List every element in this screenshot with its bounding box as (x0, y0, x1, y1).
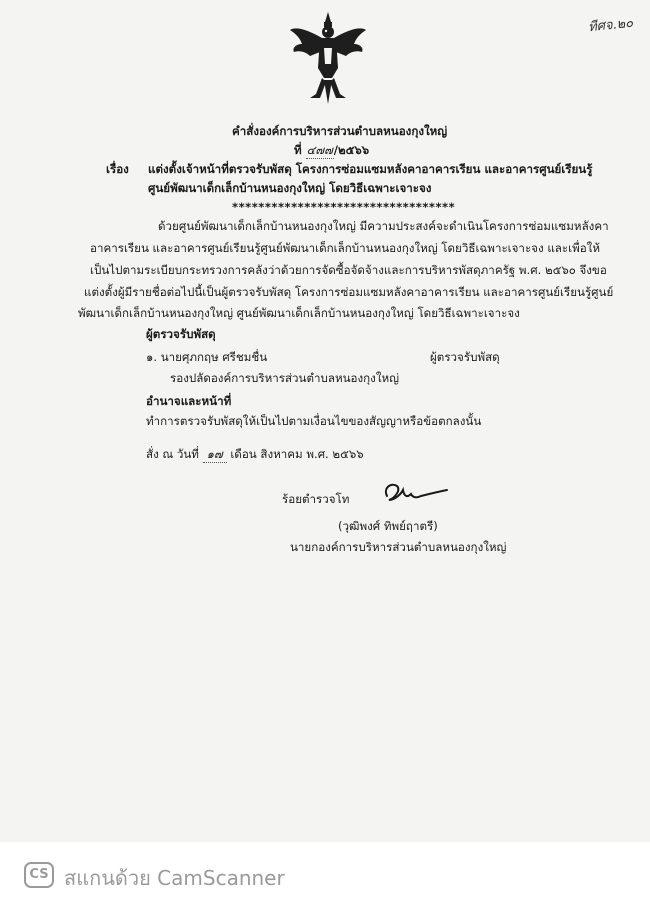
handwritten-note: ทีศจ.๒๐ (587, 15, 634, 36)
camscanner-text: สแกนด้วย CamScanner (64, 866, 285, 890)
order-title: คำสั่งองค์การบริหารส่วนตำบลหนองกุงใหญ่ (232, 124, 448, 138)
signer-rank: ร้อยตำรวจโท (282, 492, 350, 506)
inspector-role: ผู้ตรวจรับพัสดุ (430, 350, 500, 364)
order-number-suffix: /๒๕๖๖ (333, 143, 370, 157)
paragraph-line-5: พัฒนาเด็กเล็กบ้านหนองกุงใหญ่ ศูนย์พัฒนาเด็กเล็กบ้านหนองกุงใหญ่ โดยวิธีเฉพาะเจาะจง (78, 306, 520, 320)
subject-label: เรื่อง (106, 162, 129, 176)
order-date (146, 446, 364, 463)
inspector-name: ๑. นายศุภกฤษ ศรีชมชื่น (146, 350, 268, 364)
paragraph-line-3: เป็นไปตามระเบียบกระทรวงการคลังว่าด้วยการจัดซื้อจัดจ้างและการบริหารพัสดุภาครัฐ พ.ศ. ๒๕๖๐ จึงขอ (90, 263, 607, 277)
separator-stars: ********************************** (232, 200, 456, 214)
order-number-prefix: ที่ (294, 143, 302, 157)
inspector-position: รองปลัดองค์การบริหารส่วนตำบลหนองกุงใหญ่ (170, 371, 400, 385)
handwritten-signature (373, 478, 453, 508)
inspector-heading: ผู้ตรวจรับพัสดุ (146, 327, 216, 341)
order-date-prefix: สั่ง ณ วันที่ (146, 447, 199, 461)
order-date-day: ๑๗ (203, 446, 227, 463)
order-number (294, 142, 369, 159)
subject-line-1: แต่งตั้งเจ้าหน้าที่ตรวจรับพัสดุ โครงการซ่อมแซมหลังคาอาคารเรียน และอาคารศูนย์เรียนรู้ (148, 162, 593, 176)
signer-position: นายกองค์การบริหารส่วนตำบลหนองกุงใหญ่ (290, 540, 507, 554)
paragraph-line-2: อาคารเรียน และอาคารศูนย์เรียนรู้ศูนย์พัฒนาเด็กเล็กบ้านหนองกุงใหญ่ โดยวิธีเฉพาะเจาะจง และเพื่อให้ (90, 241, 600, 255)
garuda-emblem (288, 8, 368, 108)
paragraph-line-1: ด้วยศูนย์พัฒนาเด็กเล็กบ้านหนองกุงใหญ่ มีความประสงค์จะดำเนินโครงการซ่อมแซมหลังคา (158, 219, 609, 233)
duty-heading: อำนาจและหน้าที่ (146, 394, 232, 408)
paragraph-line-4: แต่งตั้งผู้มีรายชื่อต่อไปนี้เป็นผู้ตรวจรับพัสดุ โครงการซ่อมแซมหลังคาอาคารเรียน และอาคารศูนย์เรียนรู้ศูนย์ (84, 285, 614, 299)
camscanner-logo: CS (24, 862, 54, 888)
subject-line-2: ศูนย์พัฒนาเด็กเล็กบ้านหนองกุงใหญ่ โดยวิธีเฉพาะเจาะจง (148, 181, 432, 195)
signer-name: (วุฒิพงศ์ ทิพย์ฤาตรี) (338, 519, 438, 533)
order-date-suffix: เดือน สิงหาคม พ.ศ. ๒๕๖๖ (230, 447, 364, 461)
order-number-value: ๔๗๗ (306, 143, 333, 157)
duty-text: ทำการตรวจรับพัสดุให้เป็นไปตามเงื่อนไขของสัญญาหรือข้อตกลงนั้น (146, 414, 482, 428)
